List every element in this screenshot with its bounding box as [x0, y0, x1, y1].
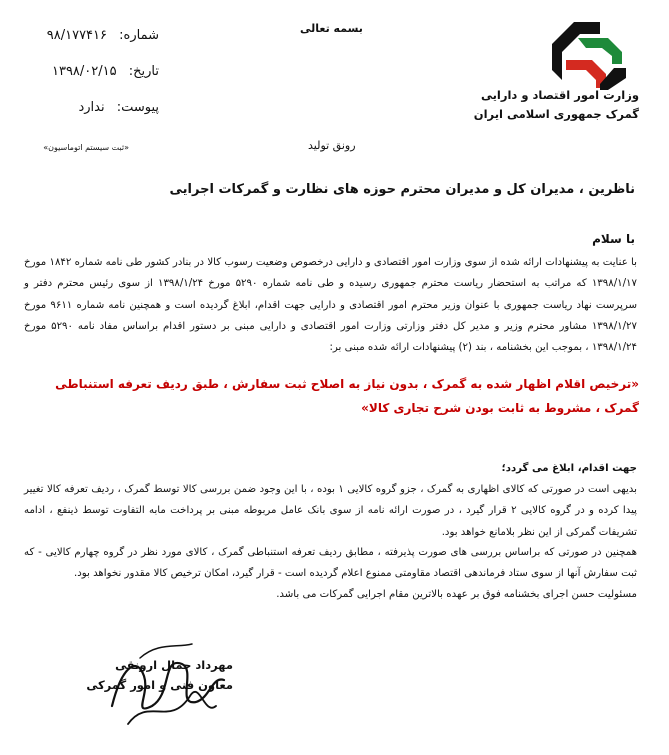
system-note: «ثبت سیستم اتوماسیون»: [43, 143, 129, 152]
highlighted-directive: «ترخیص اقلام اظهار شده به گمرک ، بدون نیاز به اصلاح ثبت سفارش ، طبق ردیف تعرفه استنباطی گمرک ، مشروط به ثابت بودن شرح تجاری کالا»: [55, 377, 639, 415]
org-line-customs: گمرک جمهوری اسلامی ایران: [473, 107, 639, 121]
customs-logo: [552, 20, 626, 90]
date-value: ۱۳۹۸/۰۲/۱۵: [51, 64, 117, 79]
paragraph-1: بدیهی است در صورتی که کالای اظهاری به گمرک ، جزو گروه کالایی ۱ بوده ، با این وجود ضمن بررسی کالا توسط گمرک ، ردیف تعرفه کالا تغییر پیدا کرده و در گروه کالایی ۲ قرار گیرد ، در صورت ارائه نامه از سوی بانک عامل مربوطه مبنی بر پرداخت مابه التفاوت توسط ذینفع ، ادامه تشریفات گمرکی از این نظر بلامانع خواهد بود.: [24, 484, 637, 538]
intro-paragraph: با عنایت به پیشنهادات ارائه شده از سوی وزارت امور اقتصادی و دارایی درخصوص وضعیت رسوب کالا در بنادر کشور طی نامه شماره ۱۸۴۲ مورخ ۱۳۹۸/۱/۱۷ که مراتب به استحضار ریاست محترم جمهوری رسیده و طی نامه شماره ۵۲۹۰ مورخ ۱۳۹۸/۱/۲۴ از سوی رئیس محترم دفتر و سرپرست نهاد ریاست جمهوری با عنوان وزیر محترم امور اقتصادی و دارایی جهت اقدام، ابلاغ گردیده است و همچنین نامه شماره ۹۶۱۱ مورخ ۱۳۹۸/۱/۲۷ مشاور محترم وزیر و مدیر کل دفتر وزارتی وزارت امور اقتصادی و دارایی مبنی بر دستور اقدام براساس مفاد نامه ۵۲۹۰ مورخ ۱۳۹۸/۱/۲۴ ، بموجب این بخشنامه ، بند (۲) پیشنهادات ارائه شده مبنی بر:: [24, 257, 637, 354]
date-label: تاریخ:: [128, 64, 159, 79]
org-line-ministry: وزارت امور اقتصاد و دارایی: [480, 88, 639, 102]
attachment-value: ندارد: [78, 100, 105, 115]
number-label: شماره:: [119, 28, 159, 43]
action-line: جهت اقدام، ابلاغ می گردد؛: [501, 463, 637, 474]
letter-date: [52, 64, 159, 79]
greeting: با سلام: [592, 232, 635, 246]
addressee: ناظرین ، مدیران کل و مدیران محترم حوزه های نظارت و گمرکات اجرایی: [169, 182, 635, 197]
letter-attachment: [78, 100, 159, 115]
letter-number: [47, 28, 159, 43]
attachment-label: پیوست:: [116, 100, 159, 115]
signatory-title: معاون فنی و امور گمرکی: [86, 678, 233, 692]
number-value: ۹۸/۱۷۷۴۱۶: [46, 28, 108, 43]
bismillah-heading: بسمه تعالی: [300, 22, 363, 35]
signatory-name: مهرداد جمال ارونقی: [115, 658, 233, 672]
paragraph-3: مسئولیت حسن اجرای بخشنامه فوق بر عهده بالاترین مقام اجرایی گمرکات می باشد.: [276, 589, 637, 600]
slogan: رونق تولید: [308, 139, 356, 152]
paragraph-2: همچنین در صورتی که براساس بررسی های صورت پذیرفته ، مطابق ردیف تعرفه استنباطی گمرک ، کالای مورد نظر در گروه چهارم کالایی - که ثبت سفارش آنها از سوی ستاد فرماندهی اقتصاد مقاومتی ممنوع اعلام گردیده است - قرار گیرد، امکان ترخیص کالا مقدور نخواهد بود.: [24, 547, 637, 580]
